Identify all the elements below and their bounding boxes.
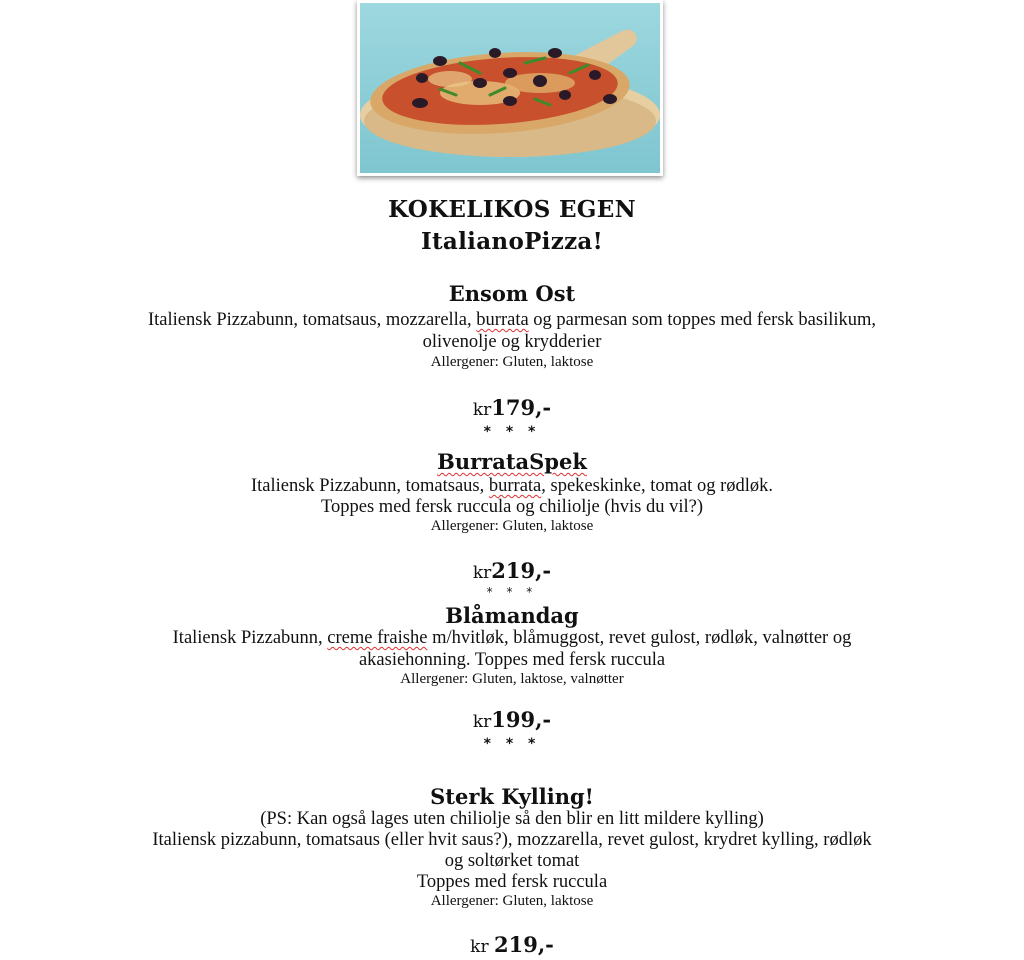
item-allergens: Allergener: Gluten, laktose, valnøtter — [400, 671, 624, 687]
item-name: Blåmandag — [445, 603, 579, 628]
item-allergens: Allergener: Gluten, laktose — [430, 893, 594, 909]
item-note: (PS: Kan også lages uten chiliolje så den blir en litt mildere kylling) — [260, 809, 764, 829]
item-separator: * * * — [483, 424, 541, 440]
item-price: kr179,- — [472, 395, 552, 420]
item-description: Italiensk Pizzabunn, creme fraishe m/hvitløk, blåmuggost, revet gulost, rødløk, valnøtter og — [172, 628, 852, 648]
item-price: kr219,- — [472, 558, 552, 583]
item-description: Italiensk pizzabunn, tomatsaus (eller hvit saus?), mozzarella, revet gulost, krydret kylling, rødløk — [152, 830, 872, 850]
item-price: kr199,- — [472, 707, 552, 732]
item-allergens: Allergener: Gluten, laktose — [430, 354, 594, 370]
item-name: Sterk Kylling! — [430, 784, 594, 809]
pizza-illustration — [360, 3, 660, 173]
item-description-cont: akasiehonning. Toppes med fersk ruccula — [358, 650, 666, 670]
item-description: Italiensk Pizzabunn, tomatsaus, mozzarella, burrata og parmesan som toppes med fersk basilikum, — [148, 310, 876, 330]
item-description-cont: Toppes med fersk ruccula og chiliolje (hvis du vil?) — [321, 497, 703, 517]
item-description-cont: og soltørket tomat — [444, 851, 580, 871]
item-name: Ensom Ost — [448, 281, 576, 306]
item-price: kr 219,- — [470, 932, 554, 957]
item-description-cont: olivenolje og krydderier — [422, 332, 602, 352]
item-allergens: Allergener: Gluten, laktose — [430, 518, 594, 534]
item-name: BurrataSpek — [437, 449, 587, 474]
pizza-photo — [357, 0, 663, 176]
menu-title-line2: ItalianoPizza! — [420, 228, 604, 255]
menu-title-line1: KOKELIKOS EGEN — [388, 196, 636, 223]
item-separator: * * * — [483, 736, 541, 752]
item-separator: * * * — [486, 585, 538, 599]
item-description-toppings: Toppes med fersk ruccula — [416, 872, 608, 892]
item-description: Italiensk Pizzabunn, tomatsaus, burrata, spekeskinke, tomat og rødløk. — [250, 476, 773, 496]
